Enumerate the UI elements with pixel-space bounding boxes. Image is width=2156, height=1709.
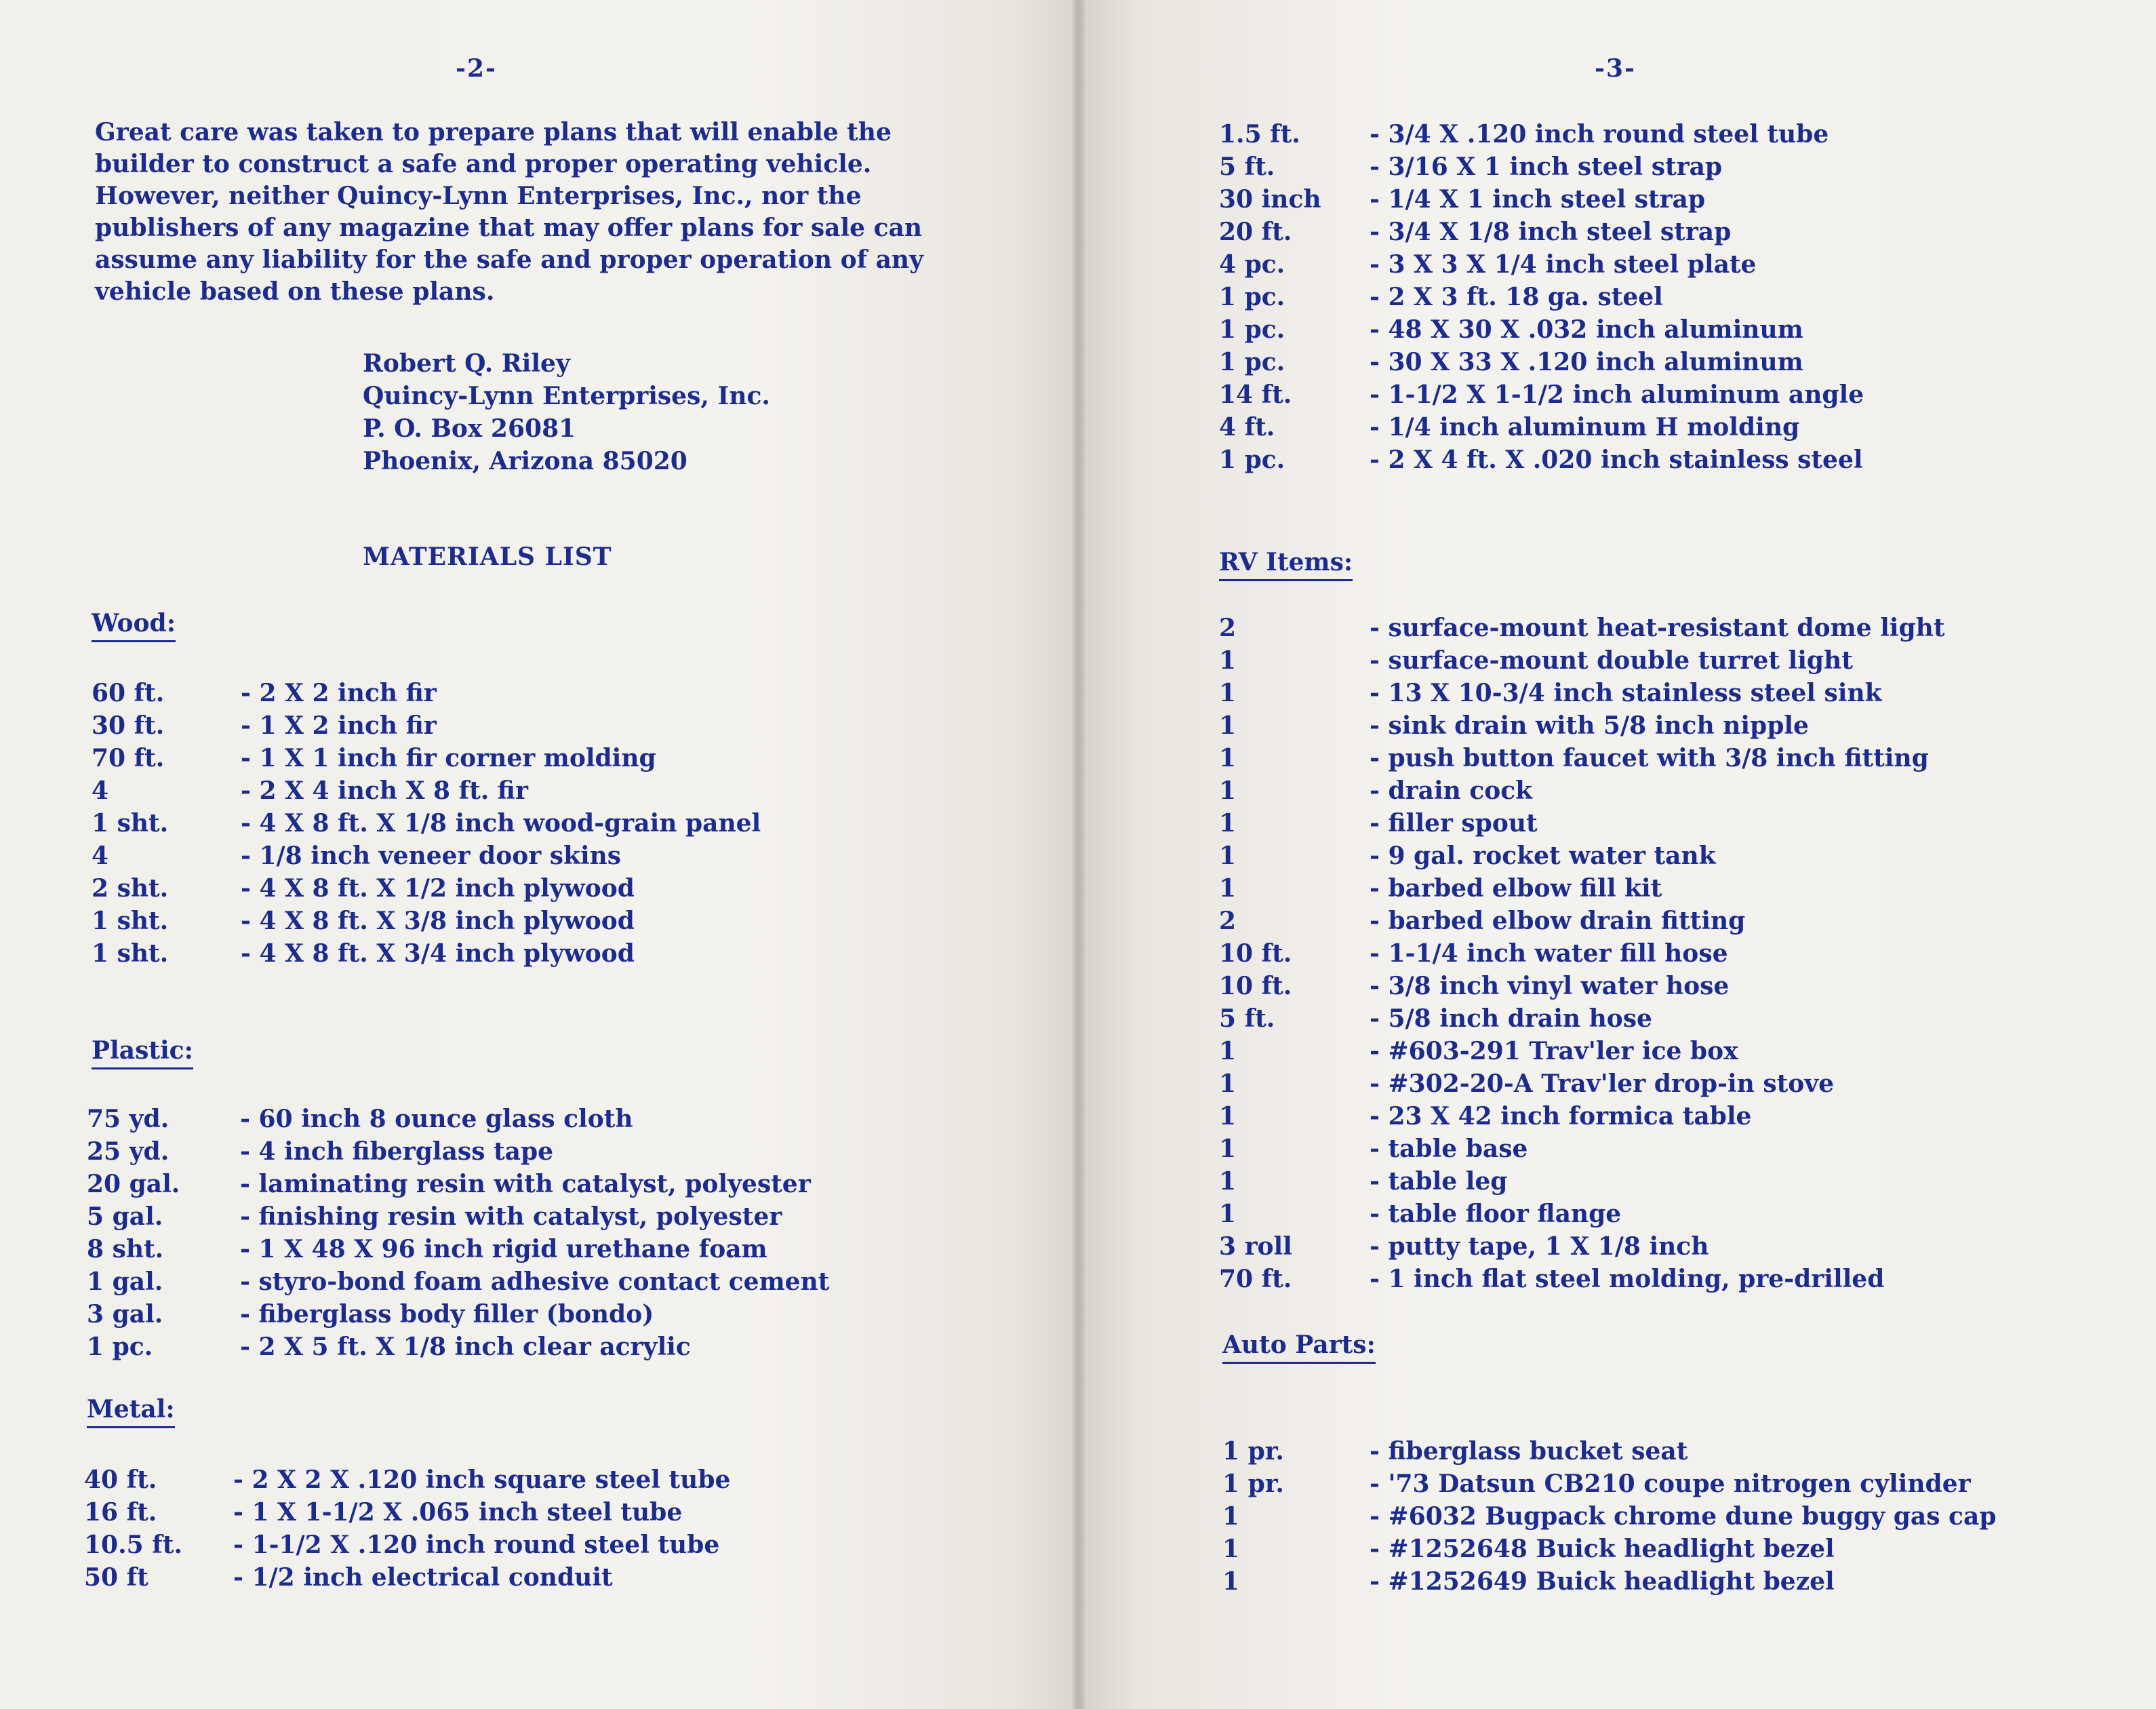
list-item [92, 840, 973, 872]
item-desc: - laminating resin with catalyst, polyester [240, 1170, 811, 1198]
item-qty: 10.5 ft. [84, 1531, 182, 1559]
list-item [1219, 1133, 2141, 1165]
item-qty: 1 sht. [92, 809, 169, 838]
item-desc: - 1-1/2 X .120 inch round steel tube [233, 1531, 720, 1559]
list-item [1219, 1100, 2141, 1133]
list-item [1219, 644, 2141, 677]
item-desc: - #603-291 Trav'ler ice box [1370, 1037, 1738, 1065]
list-item [87, 1265, 982, 1298]
address-line: Phoenix, Arizona 85020 [363, 447, 687, 475]
list-item [1222, 1435, 2144, 1468]
item-desc: - 23 X 42 inch formica table [1370, 1102, 1752, 1131]
item-desc: - putty tape, 1 X 1/8 inch [1370, 1232, 1709, 1261]
item-desc: - 4 X 8 ft. X 3/8 inch plywood [241, 907, 635, 935]
disclaimer-line: builder to construct a safe and proper operating vehicle. [95, 150, 872, 178]
list-item [1219, 807, 2141, 840]
item-desc: - 48 X 30 X .032 inch aluminum [1370, 315, 1803, 344]
list-item [1219, 970, 2141, 1002]
item-qty: 2 [1219, 614, 1237, 642]
list-item [92, 905, 973, 937]
list-item [1219, 709, 2141, 742]
item-qty: 2 [1219, 907, 1237, 935]
item-desc: - table floor flange [1370, 1200, 1622, 1228]
item-qty: 1 pr. [1222, 1437, 1284, 1466]
list-item [1222, 1468, 2144, 1500]
item-desc: - 3/4 X 1/8 inch steel strap [1370, 218, 1732, 246]
list-item [1222, 1565, 2144, 1598]
item-qty: 75 yd. [87, 1105, 169, 1133]
item-desc: - filler spout [1370, 809, 1538, 838]
list-item [92, 677, 973, 709]
list-item [1219, 1067, 2141, 1100]
metal-list [84, 1464, 979, 1594]
item-desc: - 1/2 inch electrical conduit [233, 1563, 613, 1592]
list-item [84, 1561, 979, 1594]
page-number: -2- [456, 54, 497, 83]
section-title-auto-parts: Auto Parts: [1222, 1331, 1376, 1364]
list-item [1219, 183, 2128, 216]
item-qty: 60 ft. [92, 679, 165, 707]
address-line: Quincy-Lynn Enterprises, Inc. [363, 382, 770, 410]
item-qty: 4 [92, 842, 109, 870]
list-item [1219, 937, 2141, 970]
item-desc: - 5/8 inch drain hose [1370, 1004, 1652, 1033]
item-desc: - 1-1/2 X 1-1/2 inch aluminum angle [1370, 380, 1864, 409]
list-item [87, 1331, 982, 1363]
item-desc: - 3/8 inch vinyl water hose [1370, 972, 1730, 1000]
list-item [1219, 1198, 2141, 1230]
item-qty: 4 [92, 777, 109, 805]
item-qty: 1 pc. [1219, 283, 1285, 311]
item-qty: 20 gal. [87, 1170, 180, 1198]
list-item [84, 1464, 979, 1496]
item-desc: - 4 X 8 ft. X 1/8 inch wood-grain panel [241, 809, 761, 838]
item-desc: - #1252648 Buick headlight bezel [1370, 1535, 1835, 1563]
item-qty: 1 [1219, 777, 1237, 805]
item-desc: - 3/4 X .120 inch round steel tube [1370, 120, 1829, 149]
item-desc: - 1 X 48 X 96 inch rigid urethane foam [240, 1235, 767, 1263]
section-title-wood: Wood: [92, 609, 176, 642]
list-item [84, 1529, 979, 1561]
list-item [84, 1496, 979, 1529]
item-desc: - surface-mount heat-resistant dome light [1370, 614, 1945, 642]
list-item [1219, 1165, 2141, 1198]
list-item [92, 742, 973, 774]
list-item [92, 774, 973, 807]
item-desc: - 2 X 5 ft. X 1/8 inch clear acrylic [240, 1333, 691, 1361]
item-qty: 1 [1219, 1069, 1237, 1098]
item-qty: 3 roll [1219, 1232, 1292, 1261]
item-qty: 1 [1219, 1200, 1237, 1228]
item-qty: 3 gal. [87, 1300, 163, 1329]
item-qty: 4 pc. [1219, 250, 1285, 279]
list-item [92, 709, 973, 742]
list-item [1219, 281, 2128, 313]
item-desc: - barbed elbow drain fitting [1370, 907, 1746, 935]
item-desc: - 3/16 X 1 inch steel strap [1370, 153, 1723, 181]
right-page [1085, 0, 2156, 1709]
list-item [1219, 313, 2128, 346]
item-desc: - 1-1/4 inch water fill hose [1370, 939, 1728, 968]
item-desc: - 4 inch fiberglass tape [240, 1137, 554, 1166]
item-qty: 1 pc. [1219, 348, 1285, 376]
item-desc: - fiberglass bucket seat [1370, 1437, 1688, 1466]
item-desc: - fiberglass body filler (bondo) [240, 1300, 654, 1329]
list-item [92, 937, 973, 970]
list-item [87, 1168, 982, 1200]
list-item [1219, 1002, 2141, 1035]
item-desc: - 30 X 33 X .120 inch aluminum [1370, 348, 1803, 376]
section-title-metal: Metal: [87, 1395, 175, 1428]
item-desc: - 2 X 2 inch fir [241, 679, 437, 707]
list-item [1219, 444, 2128, 476]
item-qty: 50 ft [84, 1563, 148, 1592]
page-number: -3- [1595, 54, 1636, 83]
list-item [1219, 677, 2141, 709]
item-desc: - 13 X 10-3/4 inch stainless steel sink [1370, 679, 1882, 707]
auto-parts-list [1222, 1435, 2144, 1598]
item-desc: - push button faucet with 3/8 inch fitting [1370, 744, 1929, 772]
list-item [1222, 1500, 2144, 1533]
item-desc: - barbed elbow fill kit [1370, 874, 1662, 903]
list-item [1219, 118, 2128, 151]
rv-items-list [1219, 612, 2141, 1295]
list-item [87, 1233, 982, 1265]
wood-list [92, 677, 973, 970]
item-qty: 16 ft. [84, 1498, 157, 1527]
item-desc: - 2 X 3 ft. 18 ga. steel [1370, 283, 1663, 311]
disclaimer-line: However, neither Quincy-Lynn Enterprises, Inc., nor the [95, 182, 862, 210]
plastic-list [87, 1103, 982, 1363]
item-desc: - drain cock [1370, 777, 1533, 805]
item-qty: 10 ft. [1219, 939, 1292, 968]
list-item [1219, 151, 2128, 183]
item-qty: 1 [1219, 809, 1237, 838]
item-desc: - 1 X 1-1/2 X .065 inch steel tube [233, 1498, 683, 1527]
metal-continued-list [1219, 118, 2128, 476]
left-page [0, 0, 1073, 1709]
list-item [1219, 1230, 2141, 1263]
list-item [1219, 612, 2141, 644]
item-desc: - '73 Datsun CB210 coupe nitrogen cylinder [1370, 1470, 1971, 1498]
item-qty: 1 sht. [92, 907, 169, 935]
item-qty: 1 [1219, 646, 1237, 675]
item-qty: 1 [1219, 874, 1237, 903]
list-item [1219, 905, 2141, 937]
list-item [87, 1103, 982, 1135]
item-qty: 1 [1219, 679, 1237, 707]
section-title-plastic: Plastic: [92, 1036, 193, 1069]
list-item [1222, 1533, 2144, 1565]
item-desc: - 3 X 3 X 1/4 inch steel plate [1370, 250, 1757, 279]
item-desc: - 1/4 X 1 inch steel strap [1370, 185, 1706, 214]
item-qty: 20 ft. [1219, 218, 1292, 246]
item-desc: - 2 X 2 X .120 inch square steel tube [233, 1466, 731, 1494]
item-desc: - sink drain with 5/8 inch nipple [1370, 711, 1809, 740]
item-desc: - 2 X 4 ft. X .020 inch stainless steel [1370, 446, 1863, 474]
author-address [363, 347, 770, 477]
item-qty: 1 [1219, 842, 1237, 870]
item-desc: - 60 inch 8 ounce glass cloth [240, 1105, 633, 1133]
item-desc: - 1/8 inch veneer door skins [241, 842, 622, 870]
list-item [1219, 840, 2141, 872]
list-item [87, 1135, 982, 1168]
item-qty: 1 pc. [87, 1333, 153, 1361]
item-desc: - surface-mount double turret light [1370, 646, 1853, 675]
materials-list-heading: MATERIALS LIST [363, 543, 612, 571]
item-qty: 4 ft. [1219, 413, 1275, 441]
item-qty: 1 [1222, 1567, 1240, 1596]
item-qty: 1 pc. [1219, 315, 1285, 344]
item-qty: 1 [1219, 1167, 1237, 1196]
address-line: P. O. Box 26081 [363, 414, 576, 443]
item-qty: 2 sht. [92, 874, 169, 903]
item-qty: 1 [1219, 744, 1237, 772]
list-item [87, 1298, 982, 1331]
item-qty: 30 ft. [92, 711, 165, 740]
list-item [92, 807, 973, 840]
list-item [1219, 411, 2128, 444]
item-qty: 5 ft. [1219, 153, 1275, 181]
book-gutter [1073, 0, 1085, 1709]
disclaimer-line: Great care was taken to prepare plans that will enable the [95, 118, 892, 146]
item-desc: - finishing resin with catalyst, polyester [240, 1202, 782, 1231]
item-qty: 14 ft. [1219, 380, 1292, 409]
list-item [1219, 872, 2141, 905]
item-desc: - 4 X 8 ft. X 3/4 inch plywood [241, 939, 635, 968]
address-line: Robert Q. Riley [363, 349, 570, 378]
item-desc: - table leg [1370, 1167, 1508, 1196]
item-qty: 1 gal. [87, 1268, 163, 1296]
item-desc: - #6032 Bugpack chrome dune buggy gas cap [1370, 1502, 1997, 1531]
disclaimer-line: vehicle based on these plans. [95, 277, 495, 306]
item-qty: 1 [1222, 1502, 1240, 1531]
section-title-rv-items: RV Items: [1219, 548, 1353, 581]
item-qty: 1 [1219, 1102, 1237, 1131]
item-desc: - #1252649 Buick headlight bezel [1370, 1567, 1835, 1596]
list-item [1219, 216, 2128, 248]
list-item [1219, 742, 2141, 774]
item-qty: 1 [1219, 1135, 1237, 1163]
list-item [1219, 378, 2128, 411]
disclaimer-paragraph [95, 117, 963, 308]
item-desc: - table base [1370, 1135, 1528, 1163]
list-item [1219, 1263, 2141, 1295]
item-desc: - 4 X 8 ft. X 1/2 inch plywood [241, 874, 635, 903]
list-item [1219, 248, 2128, 281]
item-qty: 25 yd. [87, 1137, 169, 1166]
item-qty: 1 pc. [1219, 446, 1285, 474]
item-desc: - 1 X 2 inch fir [241, 711, 437, 740]
item-qty: 10 ft. [1219, 972, 1292, 1000]
item-qty: 70 ft. [1219, 1265, 1292, 1293]
item-qty: 70 ft. [92, 744, 165, 772]
list-item [1219, 774, 2141, 807]
item-qty: 1 pr. [1222, 1470, 1284, 1498]
disclaimer-line: publishers of any magazine that may offer plans for sale can [95, 214, 923, 242]
item-qty: 30 inch [1219, 185, 1321, 214]
item-qty: 5 gal. [87, 1202, 163, 1231]
item-qty: 5 ft. [1219, 1004, 1275, 1033]
list-item [92, 872, 973, 905]
item-qty: 40 ft. [84, 1466, 157, 1494]
item-qty: 1 [1219, 1037, 1237, 1065]
list-item [1219, 346, 2128, 378]
list-item [87, 1200, 982, 1233]
item-qty: 1 [1222, 1535, 1240, 1563]
item-desc: - 1 inch flat steel molding, pre-drilled [1370, 1265, 1885, 1293]
item-qty: 8 sht. [87, 1235, 164, 1263]
item-qty: 1.5 ft. [1219, 120, 1300, 149]
disclaimer-line: assume any liability for the safe and proper operation of any [95, 245, 924, 274]
item-desc: - 2 X 4 inch X 8 ft. fir [241, 777, 528, 805]
item-desc: - 1 X 1 inch fir corner molding [241, 744, 656, 772]
item-desc: - styro-bond foam adhesive contact cement [240, 1268, 830, 1296]
item-desc: - 9 gal. rocket water tank [1370, 842, 1716, 870]
item-desc: - 1/4 inch aluminum H molding [1370, 413, 1800, 441]
item-qty: 1 [1219, 711, 1237, 740]
item-qty: 1 sht. [92, 939, 169, 968]
list-item [1219, 1035, 2141, 1067]
item-desc: - #302-20-A Trav'ler drop-in stove [1370, 1069, 1835, 1098]
